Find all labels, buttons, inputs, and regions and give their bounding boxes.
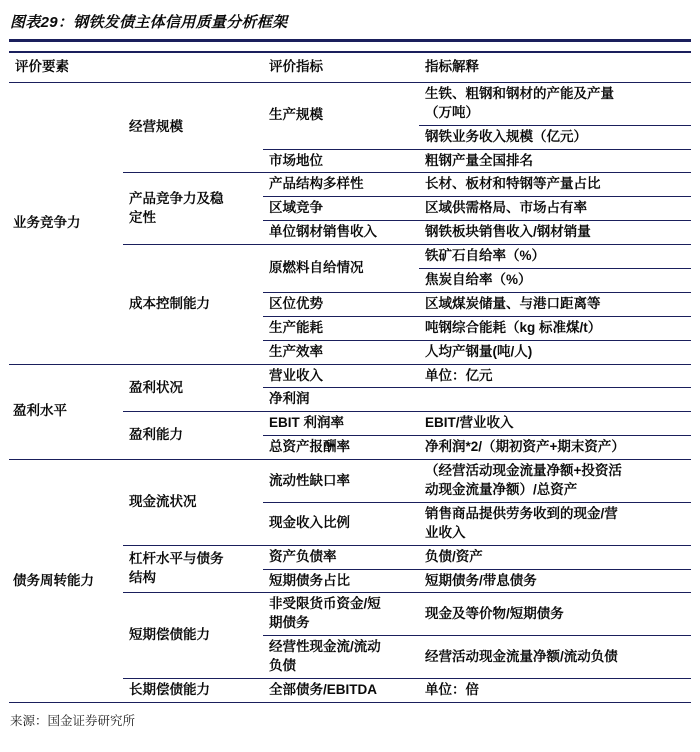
indicator-cell: 生产效率 [263, 340, 419, 364]
explanation-cell: 人均产钢量(吨/人) [419, 340, 691, 364]
indicator-cell: 全部债务/EBITDA [263, 679, 419, 703]
header-row [9, 52, 691, 82]
subfactor-cell: 成本控制能力 [123, 245, 263, 364]
factor-cell: 盈利水平 [9, 364, 123, 460]
explanation-cell: 单位：倍 [419, 679, 691, 703]
column-header-factor: 评价要素 [9, 52, 263, 82]
explanation-cell: 生铁、粗钢和钢材的产能及产量（万吨） [419, 82, 691, 125]
indicator-cell: 现金收入比例 [263, 502, 419, 545]
explanation-cell: 粗钢产量全国排名 [419, 149, 691, 173]
subfactor-cell: 经营规模 [123, 82, 263, 173]
table-body [9, 82, 691, 702]
subfactor-cell: 盈利能力 [123, 412, 263, 460]
indicator-cell: 生产规模 [263, 82, 419, 149]
indicator-cell: 营业收入 [263, 364, 419, 388]
explanation-cell: 钢铁业务收入规模（亿元） [419, 125, 691, 149]
table-header [9, 52, 691, 82]
indicator-cell: EBIT 利润率 [263, 412, 419, 436]
indicator-cell: 原燃料自给情况 [263, 245, 419, 293]
subfactor-cell: 短期偿债能力 [123, 593, 263, 679]
factor-cell: 业务竞争力 [9, 82, 123, 364]
table-row [9, 364, 691, 388]
explanation-cell: EBIT/营业收入 [419, 412, 691, 436]
explanation-cell: 现金及等价物/短期债务 [419, 593, 691, 636]
subfactor-cell: 长期偿债能力 [123, 679, 263, 703]
indicator-cell: 总资产报酬率 [263, 436, 419, 460]
table-row [9, 460, 691, 503]
table-row [9, 82, 691, 125]
indicator-cell: 净利润 [263, 388, 419, 412]
indicator-cell: 短期债务占比 [263, 569, 419, 593]
factor-cell: 债务周转能力 [9, 460, 123, 703]
explanation-cell: 净利润*2/（期初资产+期末资产） [419, 436, 691, 460]
indicator-cell: 产品结构多样性 [263, 173, 419, 197]
explanation-cell: 钢铁板块销售收入/钢材销量 [419, 221, 691, 245]
indicator-cell: 非受限货币资金/短期债务 [263, 593, 419, 636]
indicator-cell: 区域竞争 [263, 197, 419, 221]
subfactor-cell: 产品竞争力及稳定性 [123, 173, 263, 245]
explanation-cell: 铁矿石自给率（%） [419, 245, 691, 269]
explanation-cell: 吨钢综合能耗（kg 标准煤/t） [419, 316, 691, 340]
explanation-cell: 单位：亿元 [419, 364, 691, 388]
explanation-cell: 区域供需格局、市场占有率 [419, 197, 691, 221]
subfactor-cell: 杠杆水平与债务结构 [123, 545, 263, 593]
explanation-cell: 长材、板材和特钢等产量占比 [419, 173, 691, 197]
indicator-cell: 生产能耗 [263, 316, 419, 340]
explanation-cell: （经营活动现金流量净额+投资活动现金流量净额）/总资产 [419, 460, 691, 503]
explanation-cell: 负债/资产 [419, 545, 691, 569]
credit-framework-table [9, 51, 691, 703]
column-header-indicator: 评价指标 [263, 52, 419, 82]
explanation-cell: 焦炭自给率（%） [419, 269, 691, 293]
explanation-cell: 短期债务/带息债务 [419, 569, 691, 593]
explanation-cell: 经营活动现金流量净额/流动负债 [419, 636, 691, 679]
figure-title: 图表29：钢铁发债主体信用质量分析框架 [9, 8, 691, 42]
subfactor-cell: 现金流状况 [123, 460, 263, 546]
explanation-cell: 销售商品提供劳务收到的现金/营业收入 [419, 502, 691, 545]
column-header-explanation: 指标解释 [419, 52, 691, 82]
indicator-cell: 流动性缺口率 [263, 460, 419, 503]
explanation-cell [419, 388, 691, 412]
indicator-cell: 区位优势 [263, 292, 419, 316]
subfactor-cell: 盈利状况 [123, 364, 263, 412]
indicator-cell: 经营性现金流/流动负债 [263, 636, 419, 679]
explanation-cell: 区域煤炭储量、与港口距离等 [419, 292, 691, 316]
indicator-cell: 单位钢材销售收入 [263, 221, 419, 245]
indicator-cell: 资产负债率 [263, 545, 419, 569]
source-note: 来源：国金证券研究所 [10, 713, 136, 728]
indicator-cell: 市场地位 [263, 149, 419, 173]
